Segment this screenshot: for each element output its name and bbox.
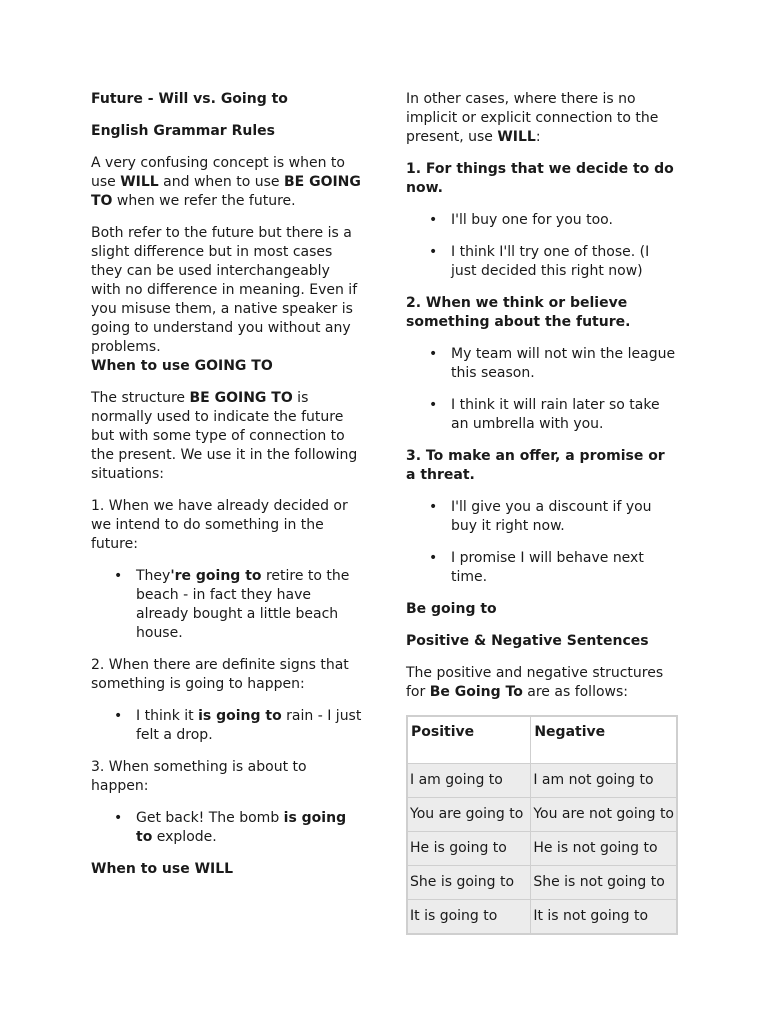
- bullet-icon: •: [429, 346, 438, 362]
- be-going-to-table: [406, 715, 678, 935]
- intro-paragraph: A very confusing concept is when to use WILL and when to use BE GOING TO when we refer the future.: [91, 155, 361, 209]
- difference-paragraph: Both refer to the future but there is a slight difference but in most cases they can be used interchangeably with no difference in meaning. Even if you misuse them, a native speaker is going to understand you without any problems.: [91, 225, 358, 355]
- table-cell: I am going to: [407, 764, 531, 798]
- list-item: • I think it is going to rain - I just felt a drop.: [114, 708, 362, 743]
- table-cell: He is not going to: [531, 832, 677, 866]
- will-rule-2-examples: [406, 345, 678, 434]
- bullet-icon: •: [429, 244, 438, 260]
- will-intro-paragraph: In other cases, where there is no implicit or explicit connection to the present, use WILL:: [406, 91, 659, 145]
- list-item: • I promise I will behave next time.: [429, 550, 644, 585]
- table-row: [407, 832, 677, 866]
- heading-going-to: When to use GOING TO: [91, 358, 273, 374]
- table-cell: You are not going to: [531, 798, 677, 832]
- bullet-icon: •: [429, 550, 438, 566]
- table-cell: He is going to: [407, 832, 531, 866]
- bullet-icon: •: [114, 568, 123, 584]
- going-to-rule-3: 3. When something is about to happen:: [91, 759, 307, 794]
- list-item: • Get back! The bomb is going to explode.: [114, 810, 347, 845]
- going-to-rule-1-examples: [91, 567, 363, 643]
- list-item: • My team will not win the league this season.: [429, 346, 676, 381]
- bullet-icon: •: [429, 212, 438, 228]
- table-row: [407, 900, 677, 935]
- table-header-row: [407, 716, 677, 764]
- heading-be-going-to: Be going to: [406, 601, 497, 617]
- list-item: • I think I'll try one of those. (I just decided this right now): [429, 244, 650, 279]
- table-header-negative: Negative: [531, 716, 677, 764]
- table-row: [407, 798, 677, 832]
- page-subtitle: English Grammar Rules: [91, 123, 275, 139]
- page-title: Future - Will vs. Going to: [91, 91, 288, 107]
- will-rule-3: 3. To make an offer, a promise or a threat.: [406, 448, 665, 483]
- going-to-rule-1: 1. When we have already decided or we intend to do something in the future:: [91, 498, 348, 552]
- bullet-icon: •: [114, 708, 123, 724]
- table-cell: You are going to: [407, 798, 531, 832]
- bullet-icon: •: [429, 499, 438, 515]
- table-row: [407, 866, 677, 900]
- going-to-rule-2: 2. When there are definite signs that something is going to happen:: [91, 657, 349, 692]
- heading-positive-negative: Positive & Negative Sentences: [406, 633, 649, 649]
- will-rule-1: 1. For things that we decide to do now.: [406, 161, 674, 196]
- will-rule-2: 2. When we think or believe something about the future.: [406, 295, 631, 330]
- heading-will: When to use WILL: [91, 861, 234, 877]
- table-cell: I am not going to: [531, 764, 677, 798]
- table-row: [407, 764, 677, 798]
- positive-negative-intro: The positive and negative structures for Be Going To are as follows:: [406, 665, 664, 700]
- bullet-icon: •: [429, 397, 438, 413]
- list-item: • I'll buy one for you too.: [429, 212, 613, 228]
- table-cell: She is going to: [407, 866, 531, 900]
- will-rule-3-examples: [406, 498, 678, 587]
- list-item: • I'll give you a discount if you buy it right now.: [429, 499, 652, 534]
- table-cell: She is not going to: [531, 866, 677, 900]
- left-column: [91, 90, 363, 892]
- table-cell: It is going to: [407, 900, 531, 935]
- will-rule-1-examples: [406, 211, 678, 281]
- list-item: • They're going to retire to the beach - in fact they have already bought a little beach house.: [114, 568, 350, 641]
- going-to-rule-3-examples: [91, 809, 363, 847]
- right-column: [406, 90, 678, 935]
- bullet-icon: •: [114, 810, 123, 826]
- going-to-rule-2-examples: [91, 707, 363, 745]
- table-cell: It is not going to: [531, 900, 677, 935]
- structure-paragraph: The structure BE GOING TO is normally used to indicate the future but with some type of connection to the present. We use it in the following situations:: [91, 390, 358, 482]
- list-item: • I think it will rain later so take an umbrella with you.: [429, 397, 660, 432]
- table-header-positive: Positive: [407, 716, 531, 764]
